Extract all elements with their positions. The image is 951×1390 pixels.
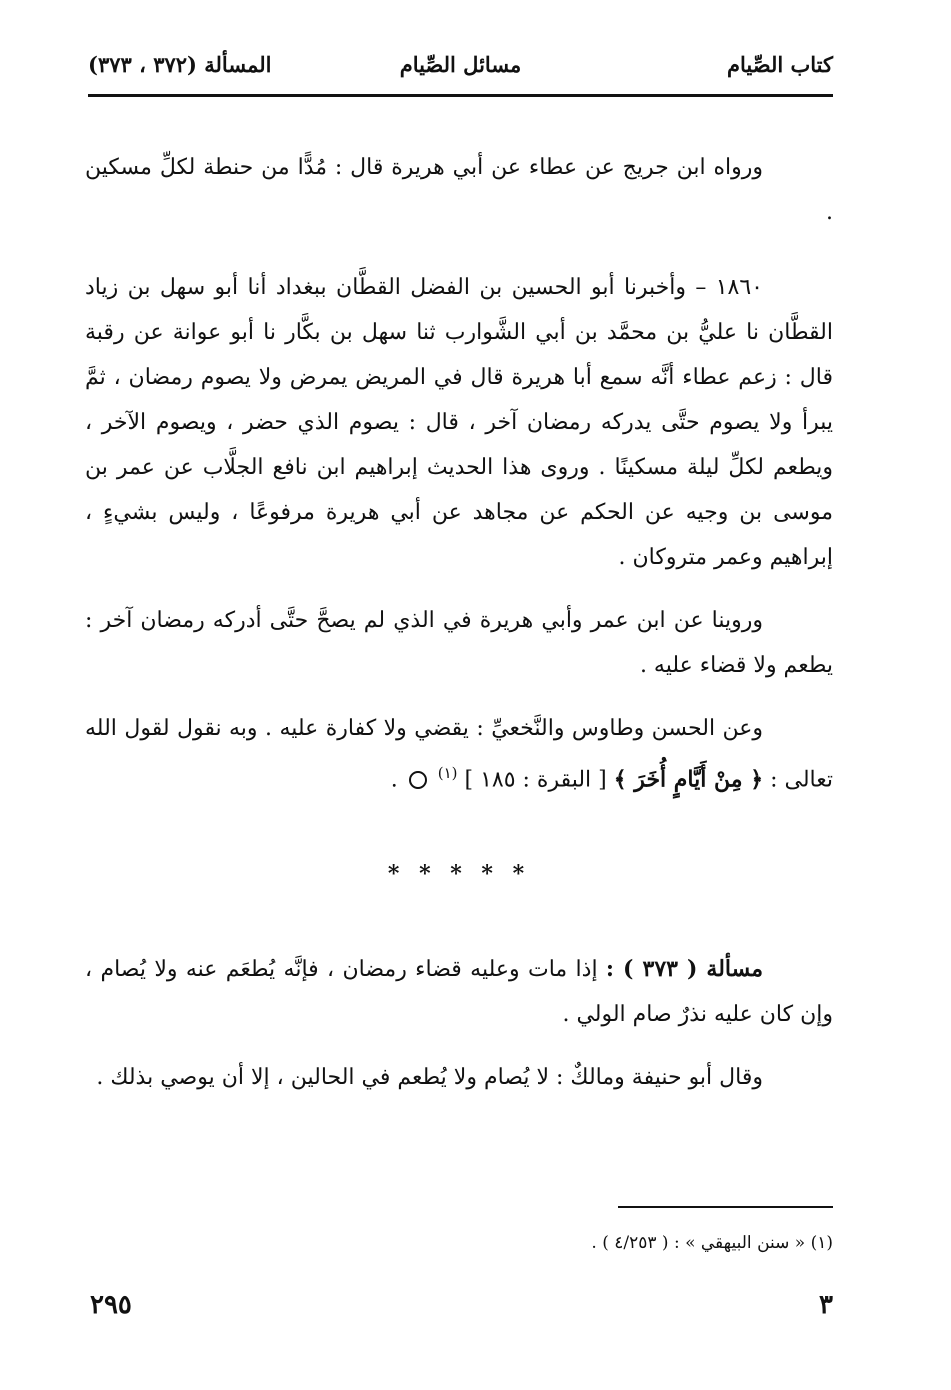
footnote-rule: [618, 1206, 833, 1208]
issue-range: المسألة (٣٧٢ ، ٣٧٣): [88, 52, 272, 77]
quran-verse: ﴿ مِنْ أَيَّامٍ أُخَرَ ﴾: [613, 766, 764, 793]
paragraph-3: وروينا عن ابن عمر وأبي هريرة في الذي لم يصحَّ حتَّى أدركه رمضان آخر : يطعم ولا قضاء عليه .: [85, 608, 833, 678]
quran-reference: [ البقرة : ١٨٥ ]: [464, 767, 607, 793]
header-rule: [88, 94, 833, 97]
issue-label: مسألة ( ٣٧٣ ) :: [605, 956, 764, 983]
footnote-marker: (١): [437, 764, 458, 782]
paragraph-1: ورواه ابن جريج عن عطاء عن أبي هريرة قال : مُدًّا من حنطة لكلِّ مسكين .: [85, 155, 833, 225]
paragraph-4: [85, 706, 833, 802]
circle-icon: [409, 771, 427, 789]
paragraph-6: وقال أبو حنيفة ومالكٌ : لا يُصام ولا يُطعم في الحالين ، إلا أن يوصي بذلك .: [96, 1065, 763, 1091]
running-header: [88, 50, 833, 90]
issue-text: إذا مات وعليه قضاء رمضان ، فإنَّه يُطعَم عنه ولا يُصام ، وإن كان عليه نذرٌ صام الولي .: [85, 957, 833, 1028]
page-number: ٢٩٥: [90, 1290, 132, 1320]
section-title: مسائل الصِّيام: [399, 52, 522, 77]
page-body: [85, 145, 833, 1118]
footnote: (١) « سنن البيهقي » : ( ٤/٢٥٣ ) .: [591, 1233, 833, 1253]
book-title: كتاب الصِّيام: [727, 52, 833, 77]
section-divider-stars: * * * * *: [387, 861, 531, 888]
paragraph-4-end: .: [390, 767, 398, 793]
paragraph-hadith-1860: ١٨٦٠ – وأخبرنا أبو الحسين بن الفضل القطَّان ببغداد أنا أبو سهل بن زياد القطَّان نا عليُّ بن محمَّد بن أبي الشَّوارب ثنا سهل بن بكَّار نا أبو عوانة عن رقبة قال : زعم عطاء أنَّه سمع أبا هريرة قال في المريض يمرض ولا يصوم رمضان ، ثمَّ يبرأ ولا يصوم حتَّى يدركه رمضان آخر ، قال : يصوم الذي حضر ، ويصوم الآخر ، ويطعم لكلِّ ليلة مسكينًا . وروى هذا الحديث إبراهيم ابن نافع الجلَّاب عن عمر بن موسى بن وجيه عن الحكم عن مجاهد عن أبي هريرة مرفوعًا ، وليس بشيءٍ ، إبراهيم وعمر متروكان .: [85, 275, 833, 570]
paragraph-issue-373: [85, 947, 833, 1037]
paragraph-4-text: وعن الحسن وطاوس والنَّخعيِّ : يقضي ولا كفارة عليه . وبه نقول لقول الله تعالى :: [85, 716, 833, 793]
part-number: ٣: [819, 1290, 833, 1320]
